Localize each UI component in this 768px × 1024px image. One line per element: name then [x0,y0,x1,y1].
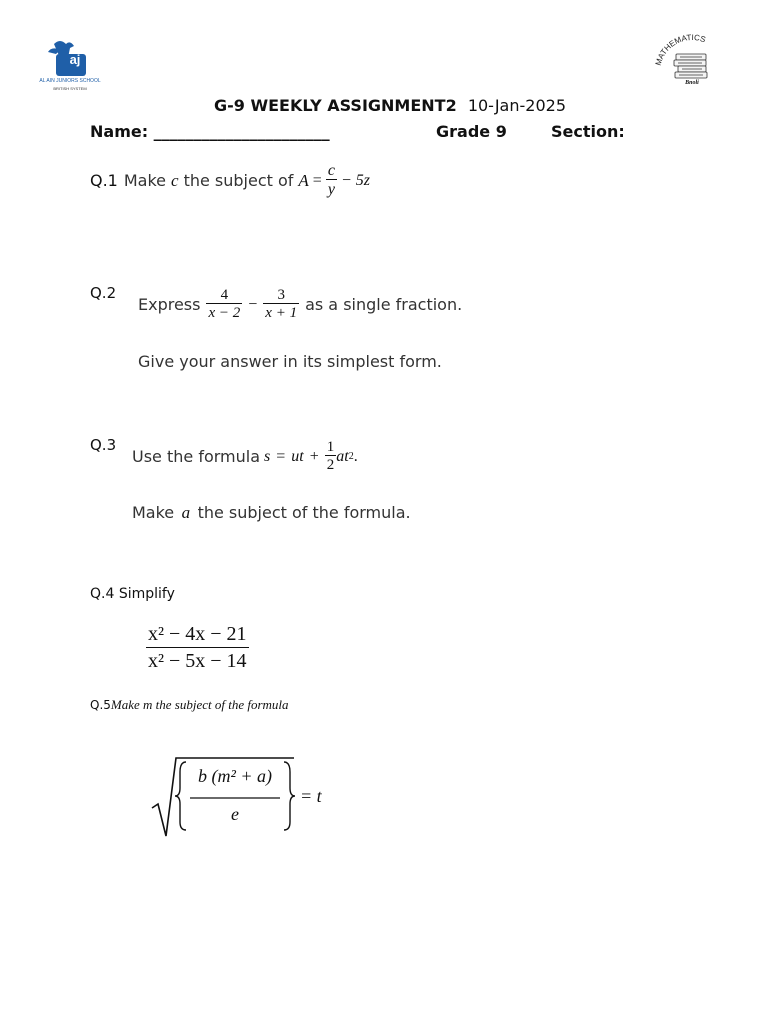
school-name: AL AIN JUNIORS SCHOOL [39,78,101,84]
logo-text: aj [69,52,81,67]
q4-num: x² − 4x − 21 [148,623,247,645]
q3-sq: 2 [348,451,354,462]
q1-label: Q.1 [90,171,118,190]
q1-frac-num: c [327,162,335,179]
q3-dot: . [353,447,358,465]
q2-f1-num: 4 [220,287,229,303]
name-field-label: Name: ______________________ [90,122,330,141]
q3-at: at [336,447,349,465]
q3-line2-before: Make [132,503,175,522]
q1-eq: = [312,171,322,189]
q3-half [325,440,337,473]
q3-plus: + [309,447,319,465]
q1-rest: − 5z [340,171,370,189]
q5-formula [150,752,350,842]
q2-text-after: as a single fraction. [305,295,463,314]
school-system: BRITISH SYSTEM [53,86,87,91]
badge-arc-text: MATHEMATICS [653,32,707,67]
q3-line2-var: a [181,503,191,522]
question-5-line1 [90,697,289,713]
q2-fraction-1 [206,288,242,321]
q4-fraction [146,624,249,671]
q3-line2-after: the subject of the formula. [197,503,411,522]
q2-f2-num: 3 [277,287,285,303]
q2-label: Q.2 [90,284,117,302]
q5-label-text: Q.5 [90,698,111,712]
q2-minus: − [248,295,258,313]
q1-lhs: A [298,170,309,190]
grade-label: Grade 9 [436,122,507,141]
badge-signature: Bnoli [685,80,699,86]
q3-ut: ut [291,447,304,465]
q2-line2: Give your answer in its simplest form. [138,352,442,371]
q2-fraction-2 [263,288,299,321]
q2-f2-den: x + 1 [265,305,298,321]
q3-half-den: 2 [326,457,335,473]
assignment-title: G-9 WEEKLY ASSIGNMENT2 [214,96,457,115]
q2-text-before: Express [138,295,201,314]
q5-rhs: = t [300,786,322,806]
school-logo [30,36,110,96]
section-label: Section: [551,122,625,141]
question-3-line1 [132,440,358,473]
assignment-title-row [214,96,566,115]
q3-text-before: Use the formula [132,447,261,466]
q3-eq: = [276,447,286,465]
q3-lhs: s [264,447,271,465]
q2-f1-den: x − 2 [208,305,241,321]
q3-half-num: 1 [326,439,335,455]
q1-text-before: Make [123,171,167,190]
question-1 [90,163,370,198]
q5-expr-den: e [231,804,239,824]
question-2-line1 [138,288,462,321]
q3-label: Q.3 [90,436,117,454]
q4-label: Q.4 Simplify [90,586,175,602]
q5-text: Make m the subject of the formula [110,697,289,712]
mathematics-badge [650,28,732,94]
question-3-line2 [132,503,411,523]
q1-text-after: the subject of [183,171,294,190]
q1-var: c [171,170,179,190]
q1-frac-den: y [327,181,335,198]
q5-expr-num: b (m² + a) [197,766,273,786]
q1-fraction [326,163,337,198]
q4-den: x² − 5x − 14 [146,647,249,671]
assignment-date: 10-Jan-2025 [467,96,566,115]
